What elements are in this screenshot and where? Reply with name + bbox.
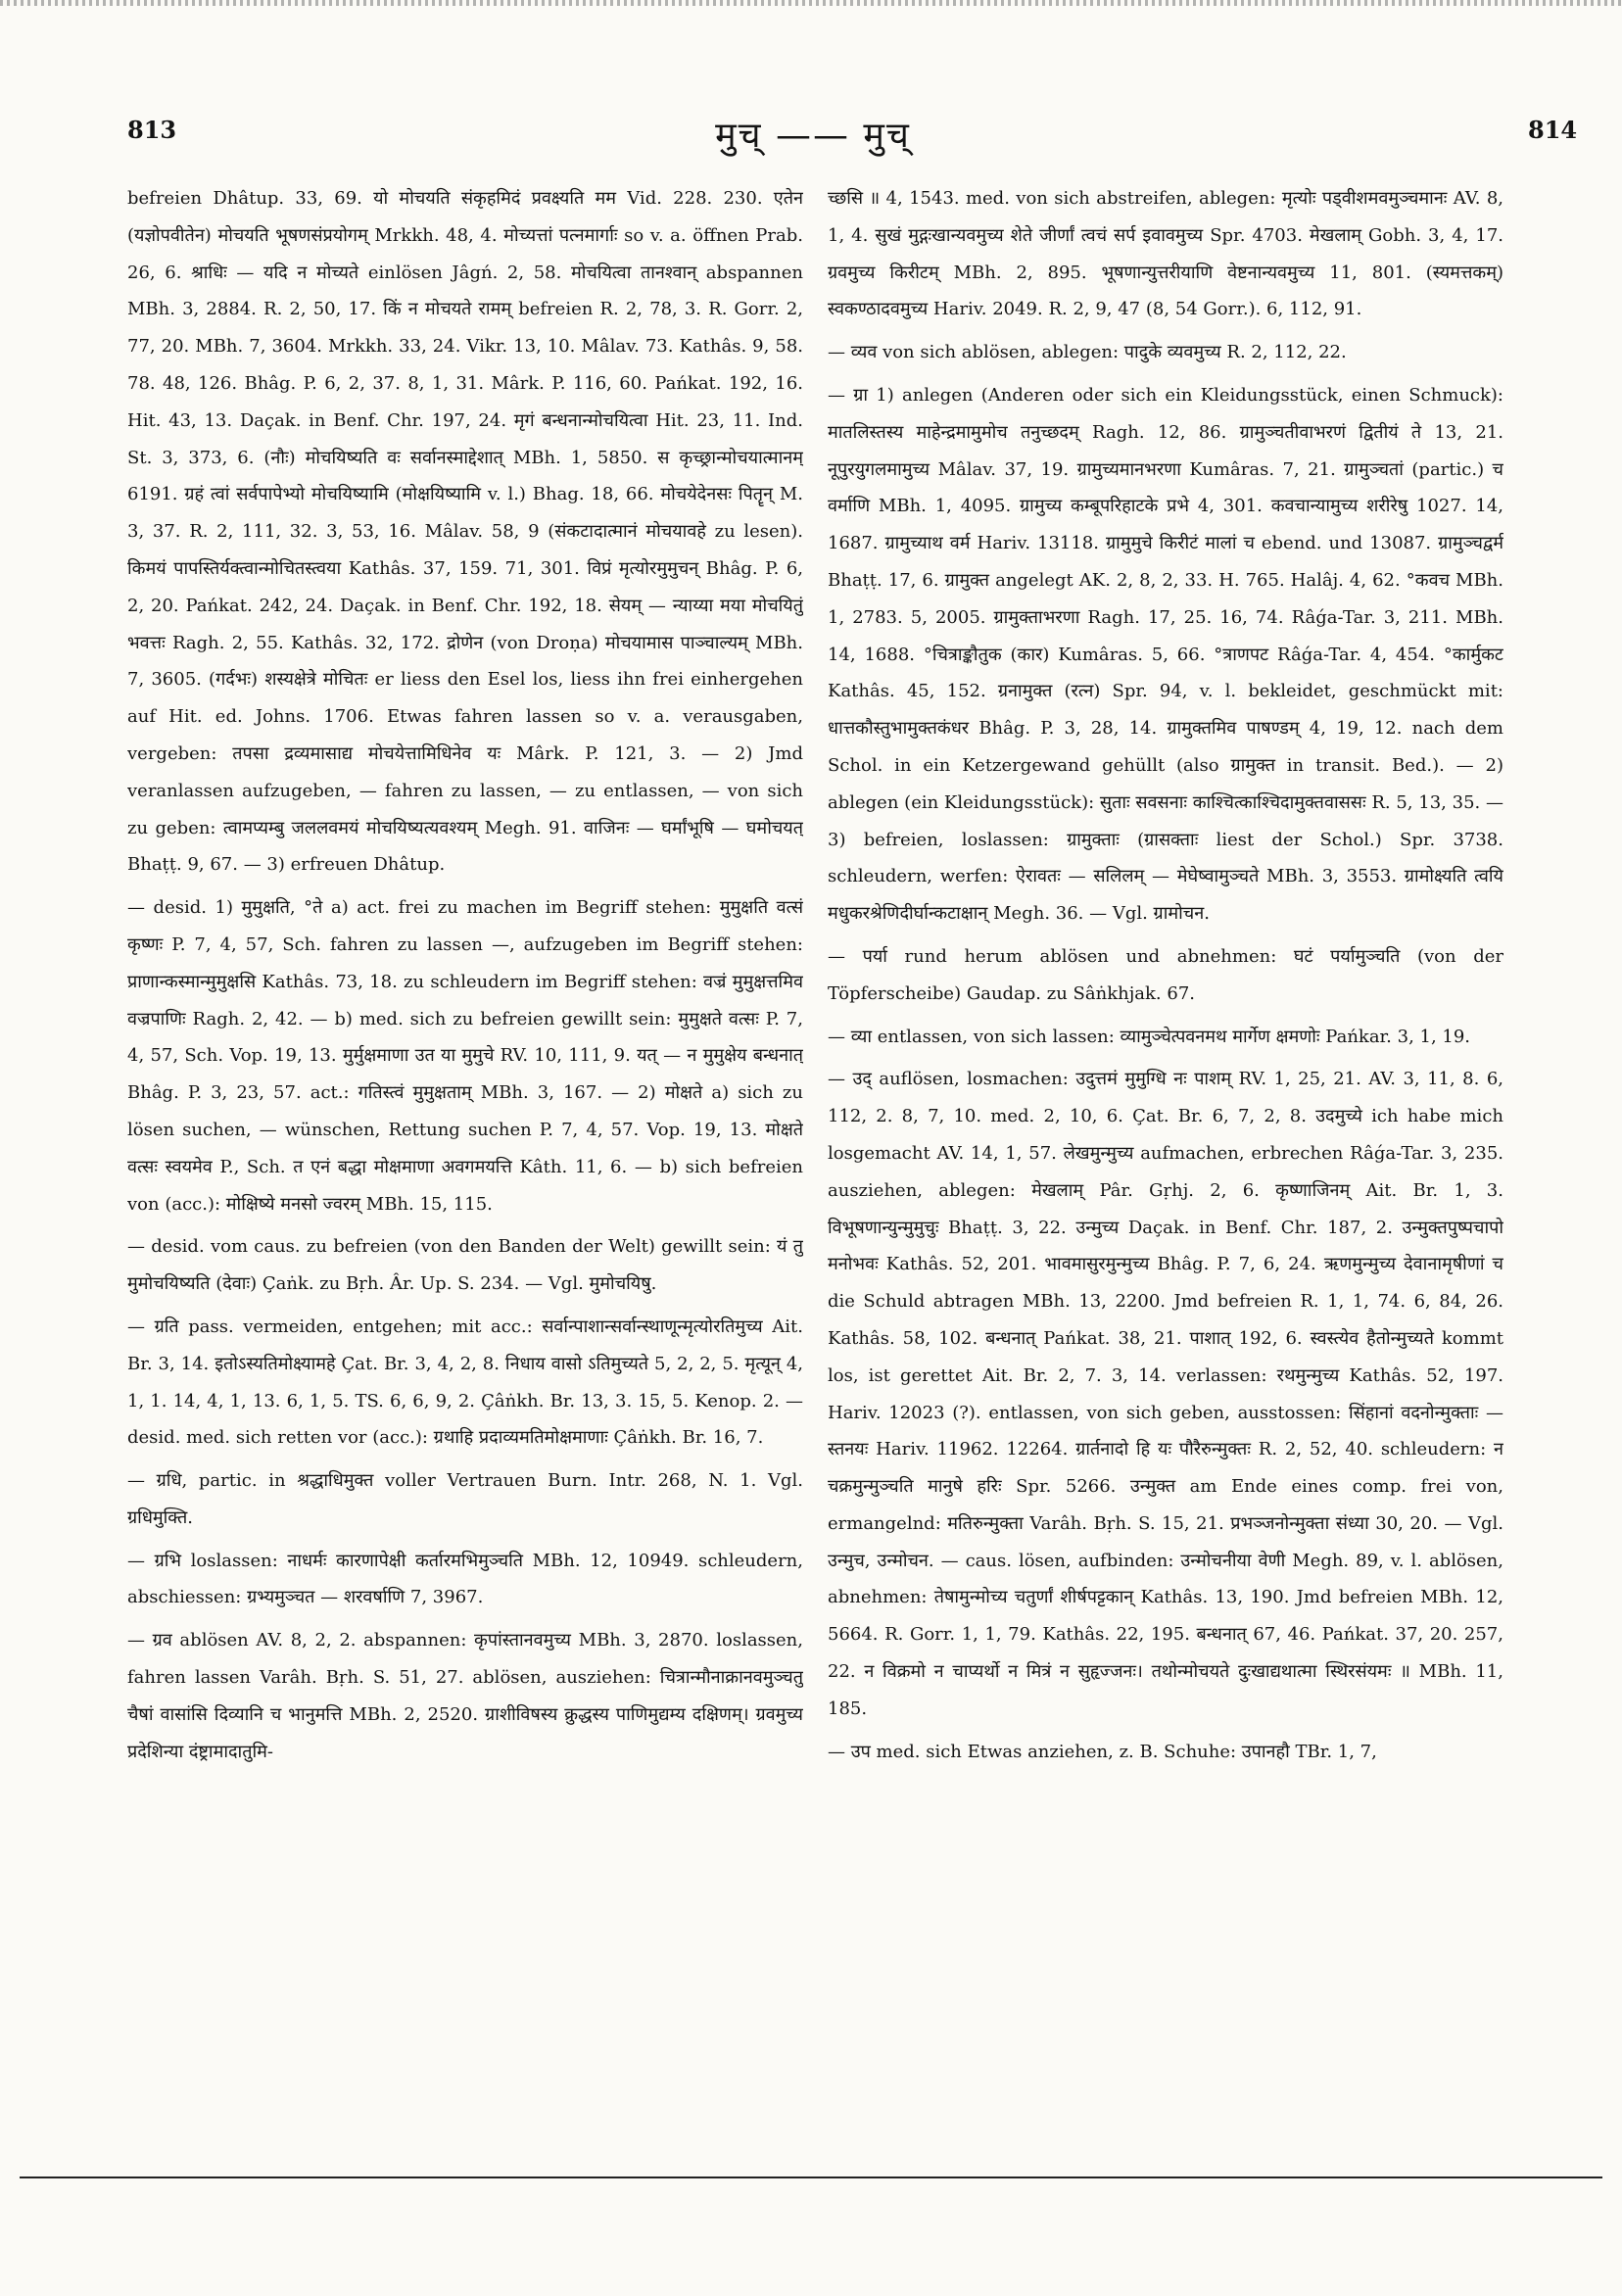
- entry-paragraph: — ग्रभि loslassen: नाधर्मः कारणापेक्षी कर्तारमभिमुञ्चति MBh. 12, 10949. schleudern, abschiessen: ग्रभ्यमुञ्चत — शरवर्षाणि 7, 3967.: [127, 1550, 803, 1608]
- entry-paragraph: — ग्रधि, partic. in श्रद्धाधिमुक्त voller Vertrauen Burn. Intr. 268, N. 1. Vgl. ग्रधिमुक्ति.: [127, 1470, 803, 1528]
- running-head: मुच् —— मुच्: [715, 116, 911, 156]
- entry-paragraph: — पर्या rund herum ablösen und abnehmen: घटं पर्यामुञ्चति (von der Töpferscheibe) Gaudap. zu Sâṅkhjak. 67.: [828, 945, 1503, 1004]
- footer-rule: [20, 2176, 1602, 2178]
- entry-paragraph: च्छसि ॥ 4, 1543. med. von sich abstreifen, ablegen: मृत्योः पड्वीशमवमुञ्चमानः AV. 8, 1, 4. सुखं मुद्गःखान्यवमुच्य शेते जीर्णां त्वचं सर्प इवावमुच्य Spr. 4703. मेखलाम् Gobh. 3, 4, 17. ग्रवमुच्य किरीटम् MBh. 2, 895. भूषणान्युत्तरीयाणि वेष्टनान्यवमुच्य 11, 801. (स्यमत्तकम्) स्वकण्ठादवमुच्य Hariv. 2049. R. 2, 9, 47 (8, 54 Gorr.). 6, 112, 91.: [828, 188, 1503, 320]
- page-number-left: 813: [127, 116, 177, 144]
- page-number-right: 814: [1528, 116, 1578, 144]
- right-column: [828, 180, 1503, 2139]
- entry-paragraph: — व्या entlassen, von sich lassen: व्यामुञ्चेत्पवनमथ मार्गेण क्षमणोः Pańkar. 3, 1, 19.: [828, 1026, 1471, 1047]
- entry-paragraph: — ग्रा 1) anlegen (Anderen oder sich ein Kleidungsstück, einen Schmuck): मातलिस्तस्य माहेन्द्रमामुमोच तनुच्छदम् Ragh. 12, 86. ग्रामुञ्चतीवाभरणं द्वितीयं ते 13, 21. नूपुरयुगलमामुच्य Mâlav. 37, 19. ग्रामुच्यमानभरणा Kumâras. 7, 21. ग्रामुञ्चतां (partic.) च वर्माणि MBh. 1, 4095. ग्रामुच्य कम्बूपरिहाटके प्रभे 4, 301. कवचान्यामुच्य शरीरेषु 1027. 14, 1687. ग्रामुच्याथ वर्म Hariv. 13118. ग्रामुमुचे किरीटं मालां च ebend. und 13087. ग्रामुञ्चद्वर्म Bhaṭṭ. 17, 6. ग्रामुक्त angelegt AK. 2, 8, 2, 33. H. 765. Halâj. 4, 62. °कवच MBh. 1, 2783. 5, 2005. ग्रामुक्ताभरणा Ragh. 17, 25. 16, 74. Râǵa-Tar. 3, 211. MBh. 14, 1688. °चित्राङ्कौतुक (कार) Kumâras. 5, 66. °त्राणपट Râǵa-Tar. 4, 454. °कार्मुकट Kathâs. 45, 152. ग्रनामुक्त (रत्न) Spr. 94, v. l. bekleidet, geschmückt mit: धात्तकौस्तुभामुक्तकंधर Bhâg. P. 3, 28, 14. ग्रामुक्तमिव पाषण्डम् 4, 19, 12. nach dem Schol. in ein Ketzergewand gehüllt (also ग्रामुक्त in transit. Bed.). — 2) ablegen (ein Kleidungsstück): सुताः सवसनाः काश्चित्काश्चिदामुक्तवाससः R. 5, 13, 35. — 3) befreien, loslassen: ग्रामुक्ताः (ग्रासक्ताः liest der Schol.) Spr. 3738. schleudern, werfen: ऐरावतः — सलिलम् — मेघेष्वामुञ्चते MBh. 3, 3553. ग्रामोक्ष्यति त्वयि मधुकरश्रेणिदीर्घान्कटाक्षान् Megh. 36. — Vgl. ग्रामोचन.: [828, 384, 1503, 925]
- entry-paragraph: — desid. 1) मुमुक्षति, °ते a) act. frei zu machen im Begriff stehen: मुमुक्षति वत्सं कृष्णः P. 7, 4, 57, Sch. fahren zu lassen —, aufzugeben im Begriff stehen: प्राणान्कस्मान्मुमुक्षसि Kathâs. 73, 18. zu schleudern im Begriff stehen: वज्रं मुमुक्षत्तमिव वज्रपाणिः Ragh. 2, 42. — b) med. sich zu befreien gewillt sein: मुमुक्षते वत्सः P. 7, 4, 57, Sch. Vop. 19, 13. मुर्मुक्षमाणा उत या मुमुचे RV. 10, 111, 9. यत् — न मुमुक्षेय बन्धनात् Bhâg. P. 3, 23, 57. act.: गतिस्त्वं मुमुक्षताम् MBh. 3, 167. — 2) मोक्षते a) sich zu lösen suchen, — wünschen, Rettung suchen P. 7, 4, 57. Vop. 19, 13. मोक्षते वत्सः स्वयमेव P., Sch. त एनं बद्धा मोक्षमाणा अवगमयत्ति Kâth. 11, 6. — b) sich befreien von (acc.): मोक्षिष्ये मनसो ज्वरम् MBh. 15, 115.: [127, 897, 803, 1215]
- entry-paragraph: befreien Dhâtup. 33, 69. यो मोचयति संकृहमिदं प्रवक्ष्यति मम Vid. 228. 230. एतेन (यज्ञोपवीतेन) मोचयति भूषणसंप्रयोगम् Mrkkh. 48, 4. मोच्यत्तां पत्नमार्गाः so v. a. öffnen Prab. 26, 6. श्राधिः — यदि न मोच्यते einlösen Jâgń. 2, 58. मोचयित्वा तानश्वान् abspannen MBh. 3, 2884. R. 2, 50, 17. किं न मोचयते रामम् befreien R. 2, 78, 3. R. Gorr. 2, 77, 20. MBh. 7, 3604. Mrkkh. 33, 24. Vikr. 13, 10. Mâlav. 73. Kathâs. 9, 58. 78. 48, 126. Bhâg. P. 6, 2, 37. 8, 1, 31. Mârk. P. 116, 60. Pańkat. 192, 16. Hit. 43, 13. Daçak. in Benf. Chr. 197, 24. मृगं बन्धनान्मोचयित्वा Hit. 23, 11. Ind. St. 3, 373, 6. (नौः) मोचयिष्यति वः सर्वानस्माद्देशात् MBh. 1, 5850. स कृच्छ्रान्मोचयात्मानम् 6191. ग्रहं त्वां सर्वपापेभ्यो मोचयिष्यामि (मोक्षयिष्यामि v. l.) Bhag. 18, 66. मोचयेदेनसः पितॄन् M. 3, 37. R. 2, 111, 32. 3, 53, 16. Mâlav. 58, 9 (संकटादात्मानं मोचयावहे zu lesen). किमयं पापस्तिर्यक्त्वान्मोचितस्त्वया Kathâs. 37, 159. 71, 301. विप्रं मृत्योरमुमुचन् Bhâg. P. 6, 2, 20. Pańkat. 242, 24. Daçak. in Benf. Chr. 192, 18. सेयम् — न्याय्या मया मोचयितुं भवत्तः Ragh. 2, 55. Kathâs. 32, 172. द्रोणेन (von Droṇa) मोचयामास पाञ्चाल्यम् MBh. 7, 3605. (गर्दभः) शस्यक्षेत्रे मोचितः er liess den Esel los, liess ihn frei einhergehen auf Hit. ed. Johns. 1706. Etwas fahren lassen so v. a. verausgaben, vergeben: तपसा द्रव्यमासाद्य मोचयेत्तामिधिनेव यः Mârk. P. 121, 3. — 2) Jmd veranlassen aufzugeben, — fahren zu lassen, — zu entlassen, — von sich zu geben: त्वामप्यम्बु जललवमयं मोचयिष्यत्यवश्यम् Megh. 91. वाजिनः — घर्मांभूषि — घमोचयत् Bhaṭṭ. 9, 67. — 3) erfreuen Dhâtup.: [127, 188, 803, 876]
- entry-paragraph: — desid. vom caus. zu befreien (von den Banden der Welt) gewillt sein: यं तु मुमोचयिष्यति (देवाः) Çaṅk. zu Bṛh. Âr. Up. S. 234. — Vgl. मुमोचयिषु.: [127, 1236, 803, 1295]
- left-column: [127, 180, 803, 2139]
- entry-paragraph: — ग्रति pass. vermeiden, entgehen; mit acc.: सर्वान्पाशान्सर्वान्स्थाणून्मृत्योरतिमुच्य Ait. Br. 3, 14. इतोऽस्यतिमोक्ष्यामहे Çat. Br. 3, 4, 2, 8. निधाय वासो ऽतिमुच्यते 5, 2, 2, 5. मृत्यून् 4, 1, 1. 14, 4, 1, 13. 6, 1, 5. TS. 6, 6, 9, 2. Çâṅkh. Br. 13, 3. 15, 5. Kenop. 2. — desid. med. sich retten vor (acc.): ग्रथाहि प्रदाव्यमतिमोक्षमाणाः Çâṅkh. Br. 16, 7.: [127, 1315, 803, 1449]
- entry-paragraph: — उप med. sich Etwas anziehen, z. B. Schuhe: उपानहौ TBr. 1, 7,: [828, 1741, 1377, 1762]
- entry-paragraph: — व्यव von sich ablösen, ablegen: पादुके व्यवमुच्य R. 2, 112, 22.: [828, 342, 1347, 363]
- scan-edge-noise: [0, 0, 1622, 6]
- entry-paragraph: — ग्रव ablösen AV. 8, 2, 2. abspannen: कृपांस्तानवमुच्य MBh. 3, 2870. loslassen, fahren lassen Varâh. Bṛh. S. 51, 27. ablösen, ausziehen: चित्रान्मौनाक्रानवमुञ्चतु चैषां वासांसि दिव्यानि च भानुमत्ति MBh. 2, 2520. ग्राशीविषस्य क्रुद्धस्य पाणिमुद्यम्य दक्षिणम्। ग्रवमुच्य प्रदेशिन्या दंष्ट्रामादातुमि-: [127, 1630, 803, 1762]
- entry-paragraph: — उद् auflösen, losmachen: उदुत्तमं मुमुग्धि नः पाशम् RV. 1, 25, 21. AV. 3, 11, 8. 6, 112, 2. 8, 7, 10. med. 2, 10, 6. Çat. Br. 6, 7, 2, 8. उदमुच्ये ich habe mich losgemacht AV. 14, 1, 57. लेखमुन्मुच्य aufmachen, erbrechen Râǵa-Tar. 3, 235. ausziehen, ablegen: मेखलाम् Pâr. Gṛhj. 2, 6. कृष्णाजिनम् Ait. Br. 1, 3. विभूषणान्युन्मुमुचुः Bhaṭṭ. 3, 22. उन्मुच्य Daçak. in Benf. Chr. 187, 2. उन्मुक्तपुष्पचापो मनोभवः Kathâs. 52, 201. भावमासुरमुन्मुच्य Bhâg. P. 7, 6, 24. ऋणमुन्मुच्य देवानामृषीणां च die Schuld abtragen MBh. 13, 2200. Jmd befreien R. 1, 1, 74. 6, 84, 26. Kathâs. 58, 102. बन्धनात् Pańkat. 38, 21. पाशात् 192, 6. स्वस्त्येव हैतोन्मुच्यते kommt los, ist gerettet Ait. Br. 2, 7. 3, 14. verlassen: रथमुन्मुच्य Kathâs. 52, 197. Hariv. 12023 (?). entlassen, von sich geben, ausstossen: सिंहानां वदनोन्मुक्ताः — स्तनयः Hariv. 11962. 12264. ग्रार्तनादो हि यः पौरैरुन्मुक्तः R. 2, 52, 40. schleudern: न चक्रमुन्मुञ्चति मानुषे हरिः Spr. 5266. उन्मुक्त am Ende eines comp. frei von, ermangelnd: मतिरुन्मुक्ता Varâh. Bṛh. S. 15, 21. प्रभञ्जनोन्मुक्ता संध्या 30, 20. — Vgl. उन्मुच, उन्मोचन. — caus. lösen, aufbinden: उन्मोचनीया वेणी Megh. 89, v. l. ablösen, abnehmen: तेषामुन्मोच्य चतुर्णां शीर्षपट्टकान् Kathâs. 13, 190. Jmd befreien MBh. 12, 5664. R. Gorr. 1, 1, 79. Kathâs. 22, 195. बन्धनात् 67, 46. Pańkat. 37, 20. 257, 22. न विक्रमो न चाप्यर्थो न मित्रं न सुहृज्जनः। तथोन्मोचयते दुःखाद्यथात्मा स्थिरसंयमः ॥ MBh. 11, 185.: [828, 1069, 1503, 1719]
